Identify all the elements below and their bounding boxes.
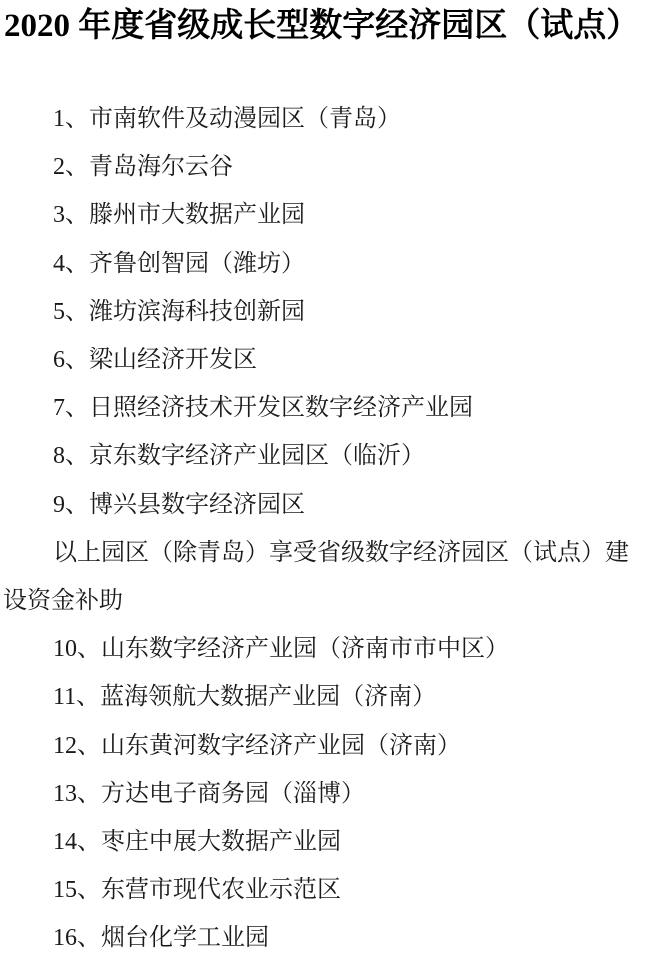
list-item: 3、滕州市大数据产业园: [53, 202, 305, 229]
list-item: 4、齐鲁创智园（潍坊）: [53, 250, 305, 277]
park-list-group-10-16: [3, 625, 657, 962]
park-list-group-1-9: [3, 95, 657, 529]
list-item: 9、博兴县数字经济园区: [53, 491, 305, 518]
list-item: 15、东营市现代农业示范区: [53, 877, 341, 904]
subsidy-note-line-2: 设资金补助: [3, 588, 123, 615]
list-item: 6、梁山经济开发区: [53, 347, 257, 374]
list-item: 5、潍坊滨海科技创新园: [53, 298, 305, 325]
subsidy-note-line-1: 以上园区（除青岛）享受省级数字经济园区（试点）建: [53, 539, 629, 566]
list-item: 2、青岛海尔云谷: [53, 154, 233, 181]
list-item: 12、山东黄河数字经济产业园（济南）: [53, 732, 461, 759]
list-item: 13、方达电子商务园（淄博）: [53, 780, 365, 807]
park-list: [3, 95, 657, 963]
list-item: 16、烟台化学工业园: [53, 925, 269, 952]
page-title: 2020 年度省级成长型数字经济园区（试点）: [4, 8, 640, 44]
list-item: 11、蓝海领航大数据产业园（济南）: [53, 684, 437, 711]
list-item: 14、枣庄中展大数据产业园: [53, 829, 341, 856]
list-item: 10、山东数字经济产业园（济南市市中区）: [53, 636, 509, 663]
list-item: 8、京东数字经济产业园区（临沂）: [53, 443, 425, 470]
list-item: 1、市南软件及动漫园区（青岛）: [53, 106, 401, 132]
list-item: 7、日照经济技术开发区数字经济产业园: [53, 395, 473, 422]
